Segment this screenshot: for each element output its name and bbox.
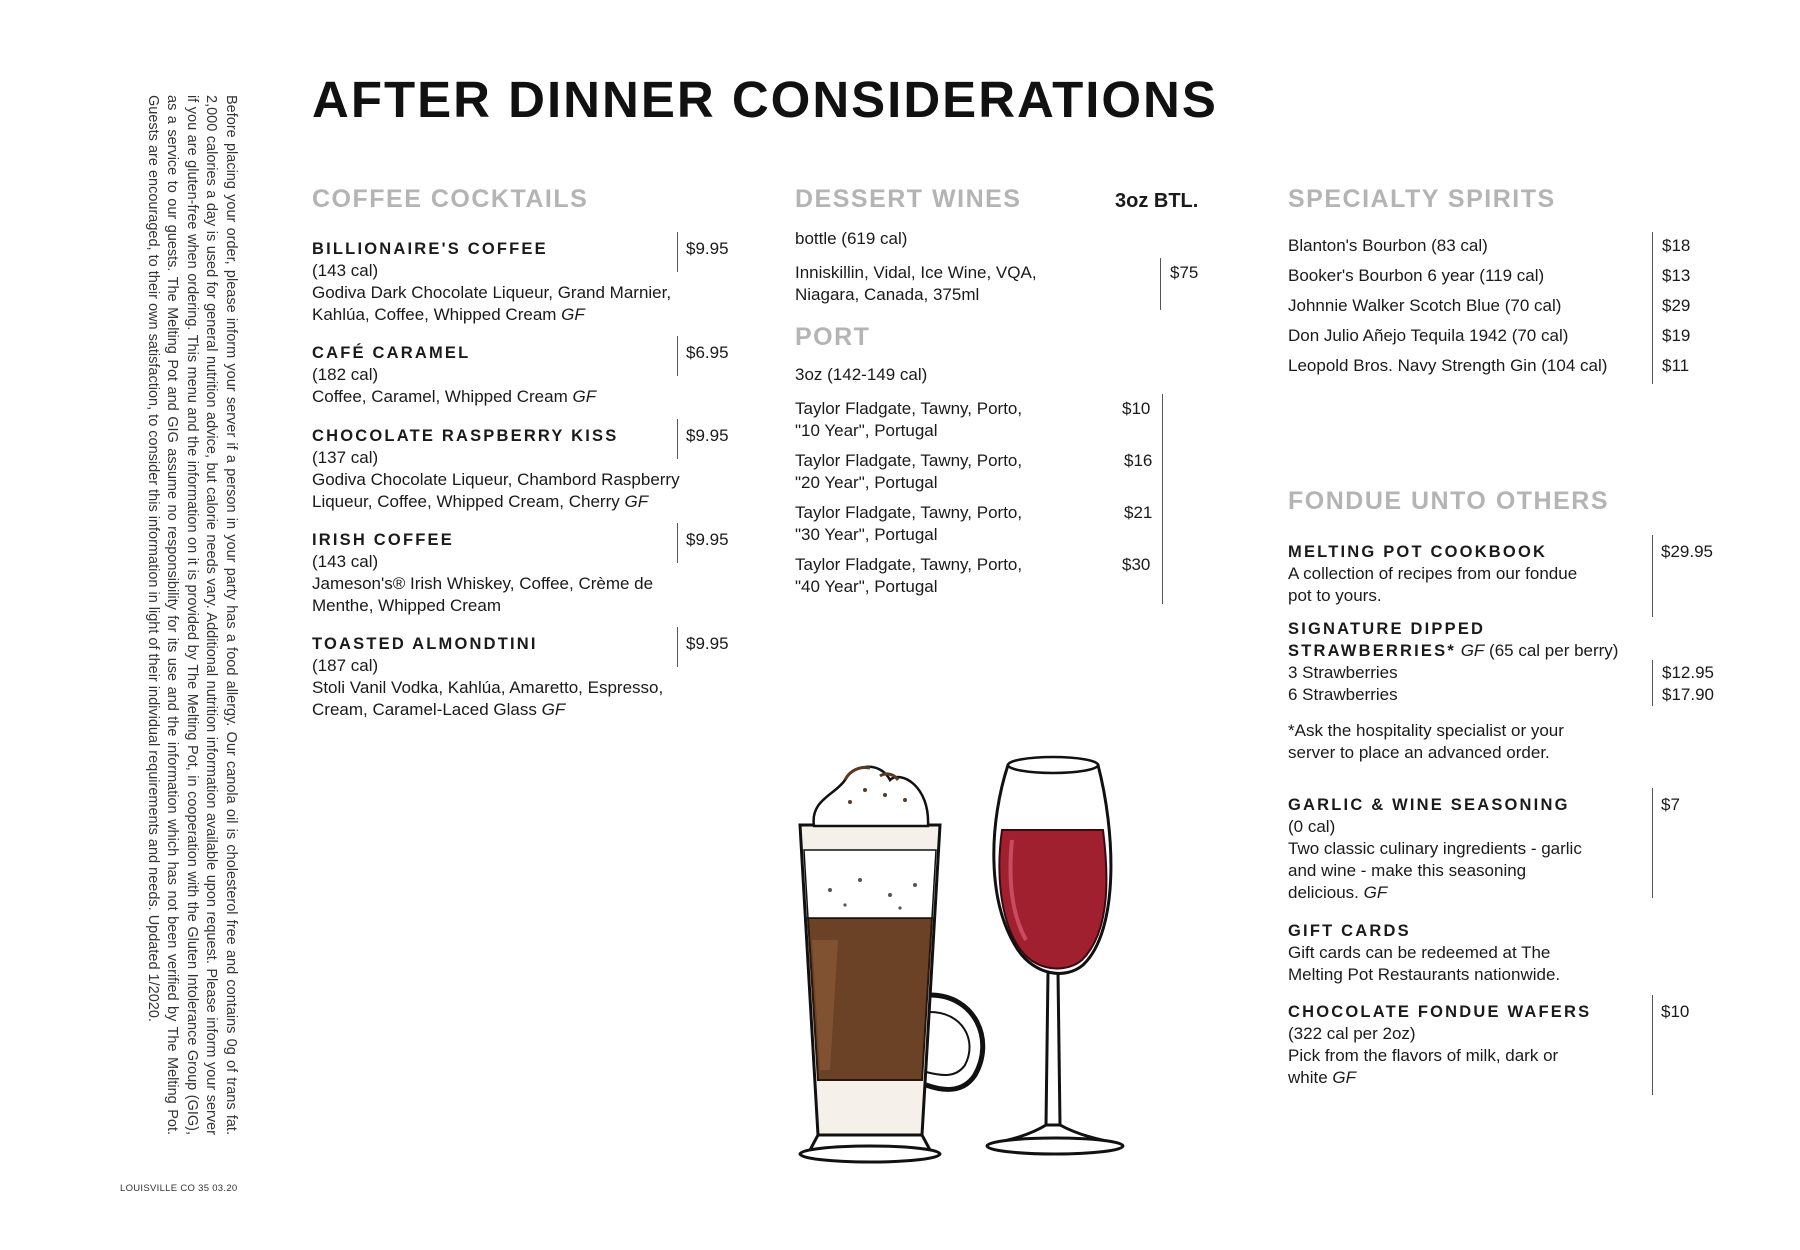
item-name: CAFÉ CARAMEL <box>312 344 471 362</box>
divider <box>1652 232 1653 384</box>
spirit-item: Leopold Bros. Navy Strength Gin (104 cal) <box>1288 356 1608 375</box>
menu-item-cookbook <box>1288 541 1648 607</box>
item-calories: (322 cal per 2oz) <box>1288 1024 1416 1043</box>
bottle-size-label: 3oz BTL. <box>1115 190 1199 212</box>
allergy-disclaimer: Before placing your order, please inform your server if a person in your party has a food allergy. Our canola oil is cholesterol free and contains 0g of trans fat. 2,000 calories a day is used for general nutrition advice, but calorie needs vary. Additional nutrition information available upon request. Please inform your server if you are gluten-free when ordering. This menu and the information on it is provided by The Melting Pot, in cooperation with the Gluten Intolerance Group (GIG), as a service to our guests. The Melting Pot and GIG assume no responsibility for its use and the information which has not been verified by The Melting Pot. Guests are encouraged, to their own satisfaction, to consider this information in light of their individual requirements and needs. Updated 1/2020. <box>145 95 239 1135</box>
item-price: $19 <box>1662 326 1691 345</box>
item-calories: (137 cal) <box>312 448 379 467</box>
divider <box>1652 660 1653 706</box>
port-item: Taylor Fladgate, Tawny, Porto, "30 Year", Portugal <box>795 503 1023 544</box>
item-name: GIFT CARDS <box>1288 922 1411 940</box>
item-name: CHOCOLATE FONDUE WAFERS <box>1288 1003 1592 1021</box>
disclaimer-column <box>110 95 240 1135</box>
item-price: $12.95 <box>1662 663 1714 682</box>
item-calories: (0 cal) <box>1288 817 1336 836</box>
item-calories: (182 cal) <box>312 365 379 384</box>
strawberry-option: 6 Strawberries <box>1288 685 1398 704</box>
location-code: LOUISVILLE CO 35 03.20 <box>120 1183 238 1194</box>
specialty-spirits-heading: SPECIALTY SPIRITS <box>1288 185 1556 213</box>
order-note: server to place an advanced order. <box>1288 743 1550 762</box>
divider <box>1162 394 1163 604</box>
item-description: Menthe, Whipped Cream <box>312 596 501 615</box>
item-price: $7 <box>1652 788 1680 898</box>
item-calories: (143 cal) <box>312 552 379 571</box>
item-name: CHOCOLATE RASPBERRY KISS <box>312 427 619 445</box>
item-description: Two classic culinary ingredients - garlic <box>1288 839 1582 858</box>
item-description: Stoli Vanil Vodka, Kahlúa, Amaretto, Espresso, <box>312 678 664 697</box>
item-price: $75 <box>1170 263 1199 282</box>
divider <box>1160 258 1161 310</box>
item-description: Godiva Dark Chocolate Liqueur, Grand Marnier, <box>312 283 672 302</box>
gluten-free-label: GF <box>561 305 585 324</box>
item-description: Melting Pot Restaurants nationwide. <box>1288 965 1561 984</box>
item-name: BILLIONAIRE'S COFFEE <box>312 240 548 258</box>
fondue-unto-others-heading: FONDUE UNTO OTHERS <box>1288 487 1609 515</box>
item-calories: (187 cal) <box>312 656 379 675</box>
item-price: $16 <box>1124 451 1153 470</box>
port-heading: PORT <box>795 323 871 351</box>
item-price: $17.90 <box>1662 685 1714 704</box>
item-description: pot to yours. <box>1288 586 1382 605</box>
item-price: $6.95 <box>677 336 729 376</box>
item-calories: (143 cal) <box>312 261 379 280</box>
item-description: A collection of recipes from our fondue <box>1288 564 1578 583</box>
item-name: GARLIC & WINE SEASONING <box>1288 796 1570 814</box>
item-price: $13 <box>1662 266 1691 285</box>
gluten-free-label: GF <box>1363 883 1388 902</box>
menu-item-dipped-strawberries <box>1288 618 1648 764</box>
item-price: $9.95 <box>677 232 729 272</box>
menu-item-garlic-wine-seasoning <box>1288 794 1648 904</box>
page-title: AFTER DINNER CONSIDERATIONS <box>312 71 1218 128</box>
port-item: Taylor Fladgate, Tawny, Porto, "40 Year", Portugal <box>795 555 1023 596</box>
item-name: IRISH COFFEE <box>312 531 454 549</box>
wine-glass-icon <box>987 757 1123 1154</box>
item-description: Coffee, Caramel, Whipped Cream GF <box>312 387 597 406</box>
item-price: $29 <box>1662 296 1691 315</box>
item-price: $18 <box>1662 236 1691 255</box>
item-description: delicious. GF <box>1288 883 1388 902</box>
item-price: $9.95 <box>677 419 729 459</box>
gluten-free-label: GF <box>1460 641 1485 660</box>
port-item: Taylor Fladgate, Tawny, Porto, "10 Year", Portugal <box>795 399 1023 440</box>
item-description: Pick from the flavors of milk, dark or <box>1288 1046 1559 1065</box>
item-description: Cream, Caramel-Laced Glass GF <box>312 700 566 719</box>
port-subtitle: 3oz (142-149 cal) <box>795 365 928 384</box>
item-price: $21 <box>1124 503 1153 522</box>
dessert-wine-item: Inniskillin, Vidal, Ice Wine, VQA, Niagara, Canada, 375ml <box>795 263 1037 304</box>
spirit-item: Booker's Bourbon 6 year (119 cal) <box>1288 266 1545 285</box>
spirit-item: Johnnie Walker Scotch Blue (70 cal) <box>1288 296 1562 315</box>
item-name: SIGNATURE DIPPED <box>1288 620 1486 638</box>
port-item: Taylor Fladgate, Tawny, Porto, "20 Year", Portugal <box>795 451 1023 492</box>
item-description: Kahlúa, Coffee, Whipped Cream GF <box>312 305 585 324</box>
strawberry-option: 3 Strawberries <box>1288 663 1398 682</box>
item-price: $9.95 <box>677 523 729 563</box>
item-name: STRAWBERRIES* <box>1288 642 1456 660</box>
menu-item-gift-cards <box>1288 920 1648 986</box>
item-price: $9.95 <box>677 627 729 667</box>
gluten-free-label: GF <box>541 700 566 719</box>
drinks-illustration <box>790 740 1170 1170</box>
item-price: $29.95 <box>1652 535 1713 617</box>
item-price: $11 <box>1662 356 1690 375</box>
dessert-wines-heading: DESSERT WINES <box>795 185 1022 213</box>
order-note: *Ask the hospitality specialist or your <box>1288 721 1564 740</box>
coffee-cocktails-heading: COFFEE COCKTAILS <box>312 185 589 213</box>
spirit-item: Blanton's Bourbon (83 cal) <box>1288 236 1488 255</box>
item-description: Liqueur, Coffee, Whipped Cream, Cherry GF <box>312 492 649 511</box>
coffee-glass-icon <box>800 767 983 1162</box>
item-description: and wine - make this seasoning <box>1288 861 1527 880</box>
menu-item-chocolate-fondue-wafers <box>1288 1001 1648 1089</box>
gluten-free-label: GF <box>1332 1068 1357 1087</box>
item-price: $30 <box>1122 555 1151 574</box>
item-name: MELTING POT COOKBOOK <box>1288 543 1548 561</box>
item-price: $10 <box>1652 995 1689 1095</box>
gluten-free-label: GF <box>572 387 597 406</box>
spirit-item: Don Julio Añejo Tequila 1942 (70 cal) <box>1288 326 1569 345</box>
item-description: Jameson's® Irish Whiskey, Coffee, Crème de <box>312 574 654 593</box>
gluten-free-label: GF <box>624 492 649 511</box>
item-description: white GF <box>1288 1068 1357 1087</box>
item-price: $10 <box>1122 399 1151 418</box>
item-name: TOASTED ALMONDTINI <box>312 635 538 653</box>
item-calories: (65 cal per berry) <box>1489 641 1619 660</box>
item-description: Godiva Chocolate Liqueur, Chambord Raspberry <box>312 470 680 489</box>
item-description: Gift cards can be redeemed at The <box>1288 943 1551 962</box>
dessert-wines-subtitle: bottle (619 cal) <box>795 229 908 248</box>
